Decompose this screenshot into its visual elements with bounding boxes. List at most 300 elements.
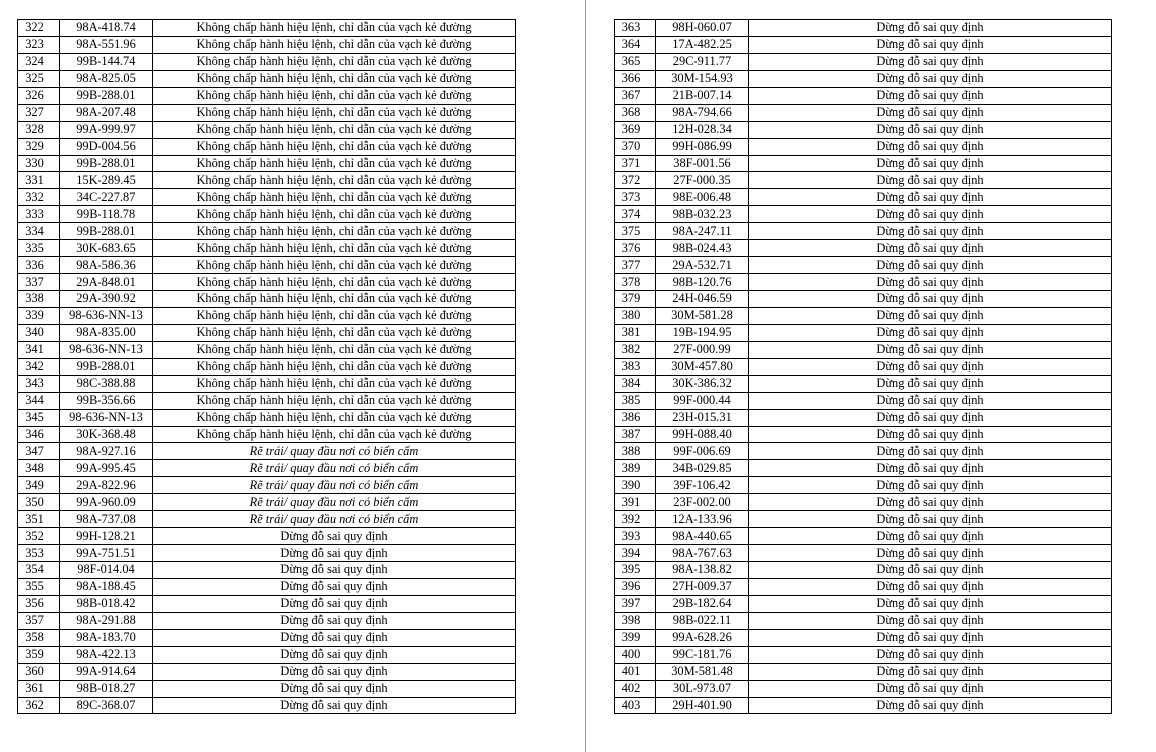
- row-number-cell: 331: [18, 172, 60, 189]
- violation-cell: Dừng đỗ sai quy định: [749, 545, 1112, 562]
- violation-cell: Không chấp hành hiệu lệnh, chỉ dẫn của vạch kẻ đường: [153, 426, 516, 443]
- row-number-cell: 366: [615, 70, 656, 87]
- table-row: [18, 562, 516, 579]
- table-row: [615, 189, 1112, 206]
- license-plate-cell: 27F-000.35: [656, 172, 749, 189]
- table-row: [615, 392, 1112, 409]
- violation-cell: Không chấp hành hiệu lệnh, chỉ dẫn của vạch kẻ đường: [153, 257, 516, 274]
- violation-cell: Rẽ trái/ quay đầu nơi có biển cấm: [153, 511, 516, 528]
- license-plate-cell: 98A-247.11: [656, 223, 749, 240]
- violation-cell: Rẽ trái/ quay đầu nơi có biển cấm: [153, 494, 516, 511]
- row-number-cell: 322: [18, 20, 60, 37]
- license-plate-cell: 23F-002.00: [656, 494, 749, 511]
- row-number-cell: 328: [18, 121, 60, 138]
- violation-cell: Dừng đỗ sai quy định: [749, 375, 1112, 392]
- violation-cell: Dừng đỗ sai quy định: [749, 257, 1112, 274]
- row-number-cell: 362: [18, 697, 60, 714]
- table-row: [615, 172, 1112, 189]
- license-plate-cell: 98B-022.11: [656, 612, 749, 629]
- violation-cell: Không chấp hành hiệu lệnh, chỉ dẫn của vạch kẻ đường: [153, 104, 516, 121]
- license-plate-cell: 99B-288.01: [60, 223, 153, 240]
- license-plate-cell: 98-636-NN-13: [60, 307, 153, 324]
- table-row: [18, 189, 516, 206]
- row-number-cell: 332: [18, 189, 60, 206]
- table-row: [615, 121, 1112, 138]
- table-row: [615, 680, 1112, 697]
- table-row: [615, 240, 1112, 257]
- violation-cell: Dừng đỗ sai quy định: [749, 595, 1112, 612]
- table-row: [615, 307, 1112, 324]
- row-number-cell: 363: [615, 20, 656, 37]
- license-plate-cell: 99A-751.51: [60, 545, 153, 562]
- license-plate-cell: 29A-822.96: [60, 477, 153, 494]
- table-row: [18, 257, 516, 274]
- violation-cell: Dừng đỗ sai quy định: [749, 121, 1112, 138]
- license-plate-cell: 30L-973.07: [656, 680, 749, 697]
- license-plate-cell: 89C-368.07: [60, 697, 153, 714]
- violation-cell: Dừng đỗ sai quy định: [749, 240, 1112, 257]
- table-row: [615, 426, 1112, 443]
- row-number-cell: 361: [18, 680, 60, 697]
- table-row: [18, 443, 516, 460]
- license-plate-cell: 99A-628.26: [656, 629, 749, 646]
- violation-cell: Dừng đỗ sai quy định: [153, 595, 516, 612]
- table-row: [18, 341, 516, 358]
- table-row: [18, 53, 516, 70]
- row-number-cell: 402: [615, 680, 656, 697]
- row-number-cell: 400: [615, 646, 656, 663]
- license-plate-cell: 19B-194.95: [656, 324, 749, 341]
- table-row: [615, 409, 1112, 426]
- violation-cell: Dừng đỗ sai quy định: [153, 528, 516, 545]
- license-plate-cell: 30M-581.48: [656, 663, 749, 680]
- license-plate-cell: 15K-289.45: [60, 172, 153, 189]
- license-plate-cell: 30M-581.28: [656, 307, 749, 324]
- row-number-cell: 340: [18, 324, 60, 341]
- license-plate-cell: 29C-911.77: [656, 53, 749, 70]
- license-plate-cell: 98A-207.48: [60, 104, 153, 121]
- violation-cell: Không chấp hành hiệu lệnh, chỉ dẫn của vạch kẻ đường: [153, 341, 516, 358]
- license-plate-cell: 98H-060.07: [656, 20, 749, 37]
- row-number-cell: 367: [615, 87, 656, 104]
- row-number-cell: 394: [615, 545, 656, 562]
- table-row: [18, 172, 516, 189]
- table-row: [18, 578, 516, 595]
- table-row: [18, 511, 516, 528]
- violation-cell: Dừng đỗ sai quy định: [749, 663, 1112, 680]
- license-plate-cell: 99H-088.40: [656, 426, 749, 443]
- row-number-cell: 355: [18, 578, 60, 595]
- row-number-cell: 334: [18, 223, 60, 240]
- violation-cell: Dừng đỗ sai quy định: [749, 172, 1112, 189]
- row-number-cell: 395: [615, 562, 656, 579]
- license-plate-cell: 98A-551.96: [60, 36, 153, 53]
- violation-cell: Dừng đỗ sai quy định: [749, 443, 1112, 460]
- license-plate-cell: 99A-914.64: [60, 663, 153, 680]
- table-row: [615, 646, 1112, 663]
- license-plate-cell: 98B-018.27: [60, 680, 153, 697]
- table-row: [615, 629, 1112, 646]
- row-number-cell: 354: [18, 562, 60, 579]
- row-number-cell: 368: [615, 104, 656, 121]
- license-plate-cell: 99B-118.78: [60, 206, 153, 223]
- row-number-cell: 338: [18, 291, 60, 308]
- violation-cell: Dừng đỗ sai quy định: [749, 87, 1112, 104]
- row-number-cell: 357: [18, 612, 60, 629]
- violation-cell: Không chấp hành hiệu lệnh, chỉ dẫn của vạch kẻ đường: [153, 307, 516, 324]
- row-number-cell: 396: [615, 578, 656, 595]
- license-plate-cell: 34C-227.87: [60, 189, 153, 206]
- license-plate-cell: 98A-418.74: [60, 20, 153, 37]
- table-row: [615, 53, 1112, 70]
- violation-cell: Dừng đỗ sai quy định: [749, 460, 1112, 477]
- row-number-cell: 393: [615, 528, 656, 545]
- table-row: [18, 426, 516, 443]
- row-number-cell: 392: [615, 511, 656, 528]
- license-plate-cell: 39F-106.42: [656, 477, 749, 494]
- row-number-cell: 359: [18, 646, 60, 663]
- license-plate-cell: 38F-001.56: [656, 155, 749, 172]
- license-plate-cell: 23H-015.31: [656, 409, 749, 426]
- table-row: [615, 223, 1112, 240]
- table-row: [18, 324, 516, 341]
- table-row: [18, 104, 516, 121]
- license-plate-cell: 99H-128.21: [60, 528, 153, 545]
- license-plate-cell: 30K-386.32: [656, 375, 749, 392]
- violation-cell: Dừng đỗ sai quy định: [749, 307, 1112, 324]
- table-row: [615, 477, 1112, 494]
- table-row: [18, 358, 516, 375]
- table-row: [18, 545, 516, 562]
- license-plate-cell: 27F-000.99: [656, 341, 749, 358]
- violations-table-right: [614, 19, 1112, 714]
- table-row: [615, 443, 1112, 460]
- violation-cell: Không chấp hành hiệu lệnh, chỉ dẫn của vạch kẻ đường: [153, 291, 516, 308]
- table-row: [18, 494, 516, 511]
- violation-cell: Không chấp hành hiệu lệnh, chỉ dẫn của vạch kẻ đường: [153, 375, 516, 392]
- violation-cell: Dừng đỗ sai quy định: [749, 477, 1112, 494]
- license-plate-cell: 29A-532.71: [656, 257, 749, 274]
- violation-cell: Không chấp hành hiệu lệnh, chỉ dẫn của vạch kẻ đường: [153, 240, 516, 257]
- row-number-cell: 397: [615, 595, 656, 612]
- table-row: [615, 375, 1112, 392]
- violation-cell: Dừng đỗ sai quy định: [749, 104, 1112, 121]
- table-row: [615, 341, 1112, 358]
- license-plate-cell: 12A-133.96: [656, 511, 749, 528]
- license-plate-cell: 98A-835.00: [60, 324, 153, 341]
- table-row: [18, 138, 516, 155]
- row-number-cell: 324: [18, 53, 60, 70]
- row-number-cell: 372: [615, 172, 656, 189]
- table-row: [615, 511, 1112, 528]
- row-number-cell: 358: [18, 629, 60, 646]
- table-row: [615, 697, 1112, 714]
- violation-cell: Dừng đỗ sai quy định: [153, 612, 516, 629]
- table-row: [18, 291, 516, 308]
- row-number-cell: 387: [615, 426, 656, 443]
- table-row: [18, 697, 516, 714]
- violation-cell: Dừng đỗ sai quy định: [153, 578, 516, 595]
- violation-cell: Dừng đỗ sai quy định: [153, 663, 516, 680]
- violation-cell: Không chấp hành hiệu lệnh, chỉ dẫn của vạch kẻ đường: [153, 36, 516, 53]
- license-plate-cell: 98E-006.48: [656, 189, 749, 206]
- license-plate-cell: 29H-401.90: [656, 697, 749, 714]
- license-plate-cell: 99F-006.69: [656, 443, 749, 460]
- violation-cell: Không chấp hành hiệu lệnh, chỉ dẫn của vạch kẻ đường: [153, 172, 516, 189]
- license-plate-cell: 99F-000.44: [656, 392, 749, 409]
- table-row: [18, 595, 516, 612]
- row-number-cell: 353: [18, 545, 60, 562]
- violation-cell: Dừng đỗ sai quy định: [749, 409, 1112, 426]
- license-plate-cell: 29B-182.64: [656, 595, 749, 612]
- row-number-cell: 330: [18, 155, 60, 172]
- violation-cell: Dừng đỗ sai quy định: [749, 392, 1112, 409]
- row-number-cell: 403: [615, 697, 656, 714]
- violation-cell: Dừng đỗ sai quy định: [153, 545, 516, 562]
- violation-cell: Dừng đỗ sai quy định: [153, 629, 516, 646]
- table-row: [18, 20, 516, 37]
- license-plate-cell: 98B-018.42: [60, 595, 153, 612]
- row-number-cell: 384: [615, 375, 656, 392]
- violation-cell: Không chấp hành hiệu lệnh, chỉ dẫn của vạch kẻ đường: [153, 138, 516, 155]
- row-number-cell: 347: [18, 443, 60, 460]
- license-plate-cell: 98A-188.45: [60, 578, 153, 595]
- violation-cell: Dừng đỗ sai quy định: [749, 528, 1112, 545]
- violation-cell: Không chấp hành hiệu lệnh, chỉ dẫn của vạch kẻ đường: [153, 189, 516, 206]
- violation-cell: Không chấp hành hiệu lệnh, chỉ dẫn của vạch kẻ đường: [153, 206, 516, 223]
- table-row: [18, 680, 516, 697]
- violation-cell: Dừng đỗ sai quy định: [749, 426, 1112, 443]
- license-plate-cell: 99C-181.76: [656, 646, 749, 663]
- table-row: [615, 562, 1112, 579]
- table-row: [18, 612, 516, 629]
- violation-cell: Dừng đỗ sai quy định: [153, 646, 516, 663]
- table-row: [615, 595, 1112, 612]
- violation-cell: Dừng đỗ sai quy định: [749, 36, 1112, 53]
- violation-cell: Không chấp hành hiệu lệnh, chỉ dẫn của vạch kẻ đường: [153, 87, 516, 104]
- violation-cell: Dừng đỗ sai quy định: [749, 70, 1112, 87]
- table-row: [18, 528, 516, 545]
- row-number-cell: 360: [18, 663, 60, 680]
- violation-cell: Không chấp hành hiệu lệnh, chỉ dẫn của vạch kẻ đường: [153, 70, 516, 87]
- table-row: [18, 274, 516, 291]
- violation-cell: Rẽ trái/ quay đầu nơi có biển cấm: [153, 460, 516, 477]
- violation-cell: Dừng đỗ sai quy định: [749, 358, 1112, 375]
- row-number-cell: 375: [615, 223, 656, 240]
- violation-cell: Không chấp hành hiệu lệnh, chỉ dẫn của vạch kẻ đường: [153, 409, 516, 426]
- table-row: [615, 578, 1112, 595]
- table-row: [615, 36, 1112, 53]
- row-number-cell: 326: [18, 87, 60, 104]
- license-plate-cell: 98A-422.13: [60, 646, 153, 663]
- row-number-cell: 389: [615, 460, 656, 477]
- violation-cell: Không chấp hành hiệu lệnh, chỉ dẫn của vạch kẻ đường: [153, 274, 516, 291]
- violation-cell: Dừng đỗ sai quy định: [749, 646, 1112, 663]
- row-number-cell: 388: [615, 443, 656, 460]
- violation-cell: Dừng đỗ sai quy định: [153, 680, 516, 697]
- license-plate-cell: 99H-086.99: [656, 138, 749, 155]
- license-plate-cell: 98A-440.65: [656, 528, 749, 545]
- license-plate-cell: 98A-825.05: [60, 70, 153, 87]
- violations-table-left: [17, 19, 516, 714]
- table-row: [18, 375, 516, 392]
- row-number-cell: 383: [615, 358, 656, 375]
- license-plate-cell: 29A-848.01: [60, 274, 153, 291]
- table-row: [18, 477, 516, 494]
- license-plate-cell: 30M-457.80: [656, 358, 749, 375]
- row-number-cell: 379: [615, 291, 656, 308]
- row-number-cell: 390: [615, 477, 656, 494]
- license-plate-cell: 98B-032.23: [656, 206, 749, 223]
- row-number-cell: 377: [615, 257, 656, 274]
- table-row: [615, 324, 1112, 341]
- row-number-cell: 371: [615, 155, 656, 172]
- table-row: [615, 291, 1112, 308]
- license-plate-cell: 98B-120.76: [656, 274, 749, 291]
- table-row: [18, 240, 516, 257]
- row-number-cell: 399: [615, 629, 656, 646]
- license-plate-cell: 99B-288.01: [60, 358, 153, 375]
- row-number-cell: 336: [18, 257, 60, 274]
- violation-cell: Dừng đỗ sai quy định: [749, 341, 1112, 358]
- license-plate-cell: 98F-014.04: [60, 562, 153, 579]
- violation-cell: Dừng đỗ sai quy định: [749, 680, 1112, 697]
- table-row: [615, 663, 1112, 680]
- violation-cell: Dừng đỗ sai quy định: [749, 612, 1112, 629]
- table-row: [18, 121, 516, 138]
- violation-cell: Dừng đỗ sai quy định: [749, 206, 1112, 223]
- license-plate-cell: 98A-794.66: [656, 104, 749, 121]
- table-row: [615, 257, 1112, 274]
- row-number-cell: 385: [615, 392, 656, 409]
- row-number-cell: 370: [615, 138, 656, 155]
- table-row: [615, 528, 1112, 545]
- row-number-cell: 380: [615, 307, 656, 324]
- table-row: [615, 138, 1112, 155]
- row-number-cell: 345: [18, 409, 60, 426]
- table-row: [615, 20, 1112, 37]
- license-plate-cell: 21B-007.14: [656, 87, 749, 104]
- table-row: [18, 307, 516, 324]
- violation-cell: Dừng đỗ sai quy định: [749, 291, 1112, 308]
- table-row: [615, 206, 1112, 223]
- violation-cell: Dừng đỗ sai quy định: [749, 155, 1112, 172]
- violation-cell: Không chấp hành hiệu lệnh, chỉ dẫn của vạch kẻ đường: [153, 155, 516, 172]
- table-row: [18, 155, 516, 172]
- license-plate-cell: 98A-183.70: [60, 629, 153, 646]
- license-plate-cell: 24H-046.59: [656, 291, 749, 308]
- table-row: [615, 460, 1112, 477]
- violation-cell: Dừng đỗ sai quy định: [749, 697, 1112, 714]
- row-number-cell: 373: [615, 189, 656, 206]
- row-number-cell: 342: [18, 358, 60, 375]
- license-plate-cell: 99B-356.66: [60, 392, 153, 409]
- violation-cell: Dừng đỗ sai quy định: [749, 20, 1112, 37]
- violation-cell: Rẽ trái/ quay đầu nơi có biển cấm: [153, 443, 516, 460]
- row-number-cell: 369: [615, 121, 656, 138]
- table-row: [18, 36, 516, 53]
- violation-cell: Không chấp hành hiệu lệnh, chỉ dẫn của vạch kẻ đường: [153, 20, 516, 37]
- row-number-cell: 339: [18, 307, 60, 324]
- license-plate-cell: 98-636-NN-13: [60, 341, 153, 358]
- violation-cell: Dừng đỗ sai quy định: [749, 274, 1112, 291]
- table-row: [18, 392, 516, 409]
- table-row: [615, 545, 1112, 562]
- violation-cell: Dừng đỗ sai quy định: [749, 324, 1112, 341]
- violation-cell: Không chấp hành hiệu lệnh, chỉ dẫn của vạch kẻ đường: [153, 223, 516, 240]
- row-number-cell: 343: [18, 375, 60, 392]
- license-plate-cell: 30M-154.93: [656, 70, 749, 87]
- license-plate-cell: 99B-288.01: [60, 87, 153, 104]
- row-number-cell: 346: [18, 426, 60, 443]
- license-plate-cell: 99B-288.01: [60, 155, 153, 172]
- license-plate-cell: 99A-995.45: [60, 460, 153, 477]
- row-number-cell: 341: [18, 341, 60, 358]
- license-plate-cell: 30K-368.48: [60, 426, 153, 443]
- table-row: [18, 206, 516, 223]
- license-plate-cell: 27H-009.37: [656, 578, 749, 595]
- row-number-cell: 364: [615, 36, 656, 53]
- license-plate-cell: 98A-927.16: [60, 443, 153, 460]
- row-number-cell: 386: [615, 409, 656, 426]
- row-number-cell: 365: [615, 53, 656, 70]
- license-plate-cell: 98C-388.88: [60, 375, 153, 392]
- table-row: [18, 87, 516, 104]
- license-plate-cell: 98A-586.36: [60, 257, 153, 274]
- violation-cell: Dừng đỗ sai quy định: [749, 223, 1112, 240]
- row-number-cell: 333: [18, 206, 60, 223]
- table-row: [615, 274, 1112, 291]
- violation-cell: Không chấp hành hiệu lệnh, chỉ dẫn của vạch kẻ đường: [153, 121, 516, 138]
- license-plate-cell: 99A-960.09: [60, 494, 153, 511]
- table-row: [615, 155, 1112, 172]
- violation-cell: Dừng đỗ sai quy định: [749, 629, 1112, 646]
- license-plate-cell: 29A-390.92: [60, 291, 153, 308]
- table-row: [18, 663, 516, 680]
- row-number-cell: 329: [18, 138, 60, 155]
- license-plate-cell: 98-636-NN-13: [60, 409, 153, 426]
- row-number-cell: 378: [615, 274, 656, 291]
- page-divider: [585, 0, 586, 752]
- license-plate-cell: 17A-482.25: [656, 36, 749, 53]
- table-row: [18, 223, 516, 240]
- row-number-cell: 376: [615, 240, 656, 257]
- table-row: [615, 70, 1112, 87]
- row-number-cell: 337: [18, 274, 60, 291]
- license-plate-cell: 99B-144.74: [60, 53, 153, 70]
- row-number-cell: 401: [615, 663, 656, 680]
- row-number-cell: 349: [18, 477, 60, 494]
- row-number-cell: 350: [18, 494, 60, 511]
- table-row: [615, 87, 1112, 104]
- violation-cell: Dừng đỗ sai quy định: [749, 189, 1112, 206]
- table-row: [615, 612, 1112, 629]
- row-number-cell: 382: [615, 341, 656, 358]
- license-plate-cell: 98A-138.82: [656, 562, 749, 579]
- table-row: [615, 358, 1112, 375]
- violation-cell: Không chấp hành hiệu lệnh, chỉ dẫn của vạch kẻ đường: [153, 53, 516, 70]
- row-number-cell: 327: [18, 104, 60, 121]
- license-plate-cell: 99A-999.97: [60, 121, 153, 138]
- row-number-cell: 352: [18, 528, 60, 545]
- license-plate-cell: 98B-024.43: [656, 240, 749, 257]
- license-plate-cell: 99D-004.56: [60, 138, 153, 155]
- violation-cell: Không chấp hành hiệu lệnh, chỉ dẫn của vạch kẻ đường: [153, 324, 516, 341]
- table-row: [18, 629, 516, 646]
- table-row: [18, 409, 516, 426]
- violation-cell: Dừng đỗ sai quy định: [749, 138, 1112, 155]
- table-row: [18, 646, 516, 663]
